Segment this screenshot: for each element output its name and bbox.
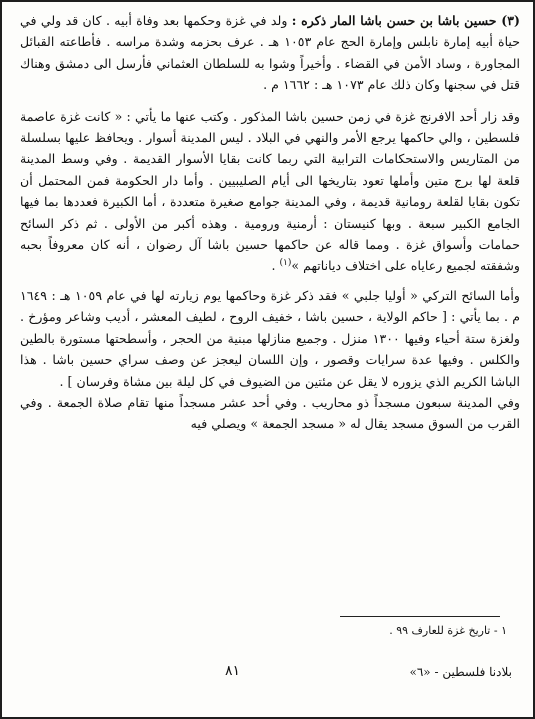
paragraph-text: ولد في غزة وحكمها بعد وفاة أبيه . كان قد ولي في حياة أبيه إمارة نابلس وإمارة الحج عام ١٠٥٣ هـ . عرف بحزمه وشدة مراسه . فأطاعته القبائل المجاورة ، وساد الأمن في القضاء . وأخيراً وشوا به للسلطان العثماني فأرسل الى دمشق وهناك قتل في سجنها وكان ذلك عام ١٠٧٣ هـ : ١٦٦٢ م . <box>20 13 520 93</box>
paragraph-text: وأما السائح التركي « أوليا جلبي » فقد ذكر غزة وحاكمها يوم زيارته لها في عام ١٠٥٩ هـ : ١٦٤٩ م . بما يأتي : [ حاكم الولاية ، حسين باشا ، خفيف الروح ، لطيف المعشر ، أديب وشاعر ومؤرخ . ولغزة ستة أحياء وفيها ١٣٠٠ منزل . وجميع منازلها مبنية من الحجر ، وأسطحتها مستورة بالطين والكلس . وفيها عدة سرايات وقصور ، وإن اللسان ليعجز عن وصف سراي حسين باشا . هذا الباشا الكريم الذي يزوره لا يقل عن مئتين من الضيوف في كل ليلة بين مشاة وفرسان ] . <box>20 287 520 389</box>
page-footer <box>20 665 516 685</box>
page-number: ٨١ <box>225 663 241 679</box>
running-head: بلادنا فلسطين - «٦» <box>409 665 512 679</box>
paragraph-evliya-celebi <box>20 285 520 392</box>
page-body <box>20 10 520 710</box>
paragraph-european-visitor <box>20 106 520 277</box>
paragraph-text: وفي المدينة سبعون مسجداً ذو محاريب . وفي أحد عشر مسجداً منها تقام صلاة الجمعة . وفي القرب من السوق مسجد يقال له « مسجد الجمعة » ويصلي فيه <box>20 394 520 432</box>
paragraph-text: وقد زار أحد الافرنج غزة في زمن حسين باشا المذكور . وكتب عنها ما يأتي : « كانت غزة عاصمة فلسطين ، والي حاكمها يرجع الأمر والنهي في البلاد . ليس المدينة أسوار . ويحافظ عليها بسلسلة من المتاريس والاستحكامات الترابية التي ربما كانت بقايا الأسوار القديمة . وفي وسط المدينة قلعة لها برج متين وأملها تعود بتاريخها الى أيام الصليبيين . وأما دار الحكومة فمن المحتمل أن تكون بقايا لقلعة رومانية قديمة ، وفي المدينة جوامع صغيرة متعددة ، أما الكبيرة فعددها بما فيها الجامع الكبير سبعة . وبها كنيستان : أرمنية ورومية . وهذه أكبر من الأولى . ثم ذكر السائح حمامات وأسواق غزة . ومما قاله عن حاكمها حسين باشا آل رضوان ، أنه كان معروفاً بحبه وشفقته لجميع رعاياه على اختلاف دياناتهم » <box>20 108 520 274</box>
footnote-reference[interactable]: (١) <box>279 258 292 269</box>
footnote-divider <box>340 616 500 617</box>
paragraph-mosques <box>20 392 520 435</box>
paragraph-end: . <box>271 258 280 274</box>
footnote: ١ - تاريخ غزة للعارف ٩٩ . <box>389 624 507 637</box>
paragraph-hussein-pasha <box>20 10 520 96</box>
section-heading: (٣) حسين باشا بن حسن باشا المار ذكره : <box>291 13 520 28</box>
